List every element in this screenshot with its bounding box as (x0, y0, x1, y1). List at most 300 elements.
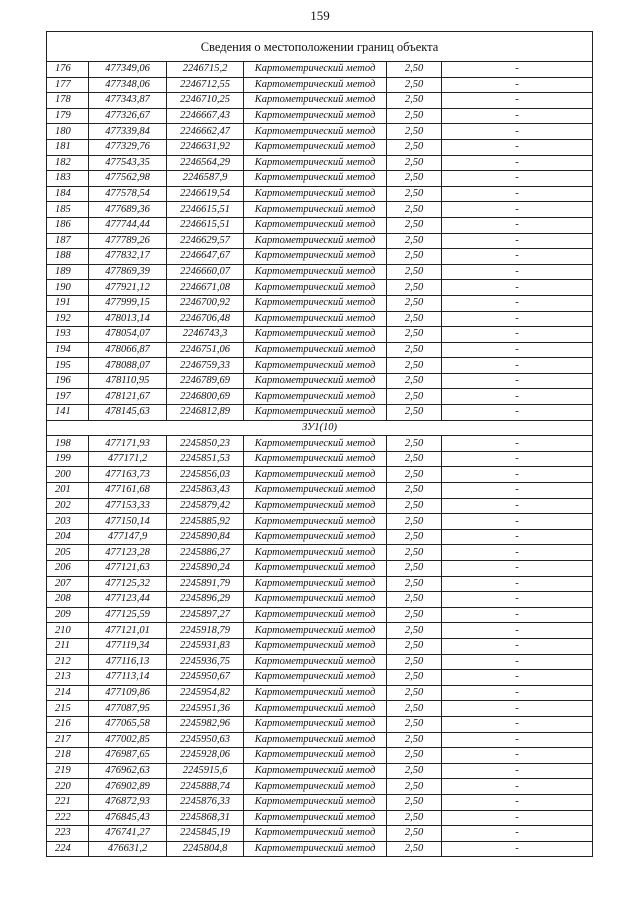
coord-x-cell: 478121,67 (89, 389, 167, 405)
dash-cell: - (442, 342, 593, 358)
method-cell: Картометрический метод (244, 748, 387, 764)
coord-y-cell: 2245896,29 (167, 592, 244, 608)
accuracy-cell: 2,50 (387, 93, 442, 109)
accuracy-cell: 2,50 (387, 483, 442, 499)
point-number-cell: 196 (47, 373, 89, 389)
dash-cell: - (442, 436, 593, 452)
dash-cell: - (442, 264, 593, 280)
method-cell: Картометрический метод (244, 389, 387, 405)
accuracy-cell: 2,50 (387, 217, 442, 233)
accuracy-cell: 2,50 (387, 716, 442, 732)
method-cell: Картометрический метод (244, 62, 387, 78)
dash-cell: - (442, 373, 593, 389)
coord-x-cell: 477349,06 (89, 62, 167, 78)
table-row (47, 373, 593, 389)
accuracy-cell: 2,50 (387, 389, 442, 405)
table-row (47, 217, 593, 233)
coord-y-cell: 2246710,25 (167, 93, 244, 109)
method-cell: Картометрический метод (244, 794, 387, 810)
table-row (47, 607, 593, 623)
coord-y-cell: 2246671,08 (167, 280, 244, 296)
method-cell: Картометрический метод (244, 249, 387, 265)
method-cell: Картометрический метод (244, 623, 387, 639)
table-row (47, 467, 593, 483)
point-number-cell: 188 (47, 249, 89, 265)
point-number-cell: 222 (47, 810, 89, 826)
method-cell: Картометрический метод (244, 202, 387, 218)
coord-x-cell: 477326,67 (89, 108, 167, 124)
method-cell: Картометрический метод (244, 342, 387, 358)
point-number-cell: 189 (47, 264, 89, 280)
accuracy-cell: 2,50 (387, 732, 442, 748)
dash-cell: - (442, 592, 593, 608)
dash-cell: - (442, 670, 593, 686)
dash-cell: - (442, 841, 593, 857)
point-number-cell: 185 (47, 202, 89, 218)
table-row (47, 342, 593, 358)
table-row (47, 451, 593, 467)
point-number-cell: 176 (47, 62, 89, 78)
point-number-cell: 200 (47, 467, 89, 483)
accuracy-cell: 2,50 (387, 514, 442, 530)
accuracy-cell: 2,50 (387, 139, 442, 155)
dash-cell: - (442, 327, 593, 343)
table-row (47, 654, 593, 670)
coord-x-cell: 477002,85 (89, 732, 167, 748)
point-number-cell: 190 (47, 280, 89, 296)
dash-cell: - (442, 62, 593, 78)
accuracy-cell: 2,50 (387, 436, 442, 452)
point-number-cell: 218 (47, 748, 89, 764)
point-number-cell: 211 (47, 638, 89, 654)
table-row (47, 592, 593, 608)
table-row (47, 670, 593, 686)
coord-y-cell: 2246629,57 (167, 233, 244, 249)
table-row (47, 483, 593, 499)
coord-x-cell: 477125,32 (89, 576, 167, 592)
coord-x-cell: 478066,87 (89, 342, 167, 358)
accuracy-cell: 2,50 (387, 748, 442, 764)
point-number-cell: 214 (47, 685, 89, 701)
boundary-coordinates-table (46, 31, 593, 857)
coord-x-cell: 477065,58 (89, 716, 167, 732)
table-row (47, 311, 593, 327)
point-number-cell: 197 (47, 389, 89, 405)
coord-y-cell: 2245886,27 (167, 545, 244, 561)
table-row (47, 436, 593, 452)
coord-y-cell: 2246700,92 (167, 295, 244, 311)
coord-x-cell: 478145,63 (89, 405, 167, 421)
accuracy-cell: 2,50 (387, 186, 442, 202)
coord-y-cell: 2245845,19 (167, 826, 244, 842)
coord-x-cell: 478013,14 (89, 311, 167, 327)
table-row (47, 623, 593, 639)
table-body (47, 32, 593, 857)
method-cell: Картометрический метод (244, 779, 387, 795)
coord-y-cell: 2245982,96 (167, 716, 244, 732)
table-row (47, 638, 593, 654)
point-number-cell: 141 (47, 405, 89, 421)
point-number-cell: 187 (47, 233, 89, 249)
dash-cell: - (442, 763, 593, 779)
accuracy-cell: 2,50 (387, 623, 442, 639)
accuracy-cell: 2,50 (387, 607, 442, 623)
point-number-cell: 217 (47, 732, 89, 748)
coord-y-cell: 2246743,3 (167, 327, 244, 343)
table-row (47, 389, 593, 405)
method-cell: Картометрический метод (244, 280, 387, 296)
dash-cell: - (442, 217, 593, 233)
accuracy-cell: 2,50 (387, 467, 442, 483)
table-row (47, 826, 593, 842)
coord-y-cell: 2246587,9 (167, 171, 244, 187)
table-row (47, 732, 593, 748)
coord-x-cell: 477348,06 (89, 77, 167, 93)
accuracy-cell: 2,50 (387, 295, 442, 311)
accuracy-cell: 2,50 (387, 155, 442, 171)
dash-cell: - (442, 779, 593, 795)
coord-x-cell: 477153,33 (89, 498, 167, 514)
dash-cell: - (442, 139, 593, 155)
method-cell: Картометрический метод (244, 373, 387, 389)
dash-cell: - (442, 576, 593, 592)
method-cell: Картометрический метод (244, 498, 387, 514)
table-row (47, 280, 593, 296)
dash-cell: - (442, 514, 593, 530)
coord-y-cell: 2245951,36 (167, 701, 244, 717)
coord-x-cell: 476845,43 (89, 810, 167, 826)
table-row (47, 716, 593, 732)
accuracy-cell: 2,50 (387, 62, 442, 78)
table-title: Сведения о местоположении границ объекта (47, 32, 593, 62)
accuracy-cell: 2,50 (387, 249, 442, 265)
accuracy-cell: 2,50 (387, 592, 442, 608)
table-row (47, 327, 593, 343)
accuracy-cell: 2,50 (387, 779, 442, 795)
dash-cell: - (442, 171, 593, 187)
dash-cell: - (442, 483, 593, 499)
accuracy-cell: 2,50 (387, 108, 442, 124)
method-cell: Картометрический метод (244, 311, 387, 327)
point-number-cell: 198 (47, 436, 89, 452)
coord-x-cell: 477329,76 (89, 139, 167, 155)
table-row (47, 202, 593, 218)
accuracy-cell: 2,50 (387, 451, 442, 467)
method-cell: Картометрический метод (244, 451, 387, 467)
dash-cell: - (442, 202, 593, 218)
coord-y-cell: 2245936,75 (167, 654, 244, 670)
method-cell: Картометрический метод (244, 810, 387, 826)
coord-y-cell: 2245918,79 (167, 623, 244, 639)
method-cell: Картометрический метод (244, 155, 387, 171)
method-cell: Картометрический метод (244, 716, 387, 732)
coord-y-cell: 2245876,33 (167, 794, 244, 810)
point-number-cell: 204 (47, 529, 89, 545)
accuracy-cell: 2,50 (387, 171, 442, 187)
method-cell: Картометрический метод (244, 561, 387, 577)
coord-y-cell: 2246631,92 (167, 139, 244, 155)
point-number-cell: 224 (47, 841, 89, 857)
point-number-cell: 181 (47, 139, 89, 155)
coord-x-cell: 477543,35 (89, 155, 167, 171)
table-row (47, 186, 593, 202)
coord-x-cell: 476962,63 (89, 763, 167, 779)
method-cell: Картометрический метод (244, 186, 387, 202)
accuracy-cell: 2,50 (387, 358, 442, 374)
dash-cell: - (442, 451, 593, 467)
coord-y-cell: 2245931,83 (167, 638, 244, 654)
table-row (47, 77, 593, 93)
table-title-row (47, 32, 593, 62)
point-number-cell: 193 (47, 327, 89, 343)
dash-cell: - (442, 389, 593, 405)
coord-x-cell: 477161,68 (89, 483, 167, 499)
method-cell: Картометрический метод (244, 436, 387, 452)
method-cell: Картометрический метод (244, 670, 387, 686)
method-cell: Картометрический метод (244, 592, 387, 608)
coord-y-cell: 2245851,53 (167, 451, 244, 467)
section-row (47, 420, 593, 436)
accuracy-cell: 2,50 (387, 498, 442, 514)
point-number-cell: 212 (47, 654, 89, 670)
table-row (47, 779, 593, 795)
table-row (47, 62, 593, 78)
coord-y-cell: 2245897,27 (167, 607, 244, 623)
point-number-cell: 209 (47, 607, 89, 623)
coord-x-cell: 477744,44 (89, 217, 167, 233)
coord-y-cell: 2246619,54 (167, 186, 244, 202)
dash-cell: - (442, 358, 593, 374)
point-number-cell: 203 (47, 514, 89, 530)
coord-x-cell: 476741,27 (89, 826, 167, 842)
coord-x-cell: 477921,12 (89, 280, 167, 296)
table-row (47, 93, 593, 109)
coord-y-cell: 2246800,69 (167, 389, 244, 405)
method-cell: Картометрический метод (244, 514, 387, 530)
coord-y-cell: 2245856,03 (167, 467, 244, 483)
coord-y-cell: 2246667,43 (167, 108, 244, 124)
point-number-cell: 207 (47, 576, 89, 592)
dash-cell: - (442, 467, 593, 483)
point-number-cell: 206 (47, 561, 89, 577)
table-row (47, 124, 593, 140)
method-cell: Картометрический метод (244, 124, 387, 140)
coord-x-cell: 477832,17 (89, 249, 167, 265)
dash-cell: - (442, 638, 593, 654)
coord-y-cell: 2246715,2 (167, 62, 244, 78)
point-number-cell: 186 (47, 217, 89, 233)
coord-x-cell: 477562,98 (89, 171, 167, 187)
dash-cell: - (442, 311, 593, 327)
accuracy-cell: 2,50 (387, 280, 442, 296)
dash-cell: - (442, 93, 593, 109)
method-cell: Картометрический метод (244, 405, 387, 421)
point-number-cell: 205 (47, 545, 89, 561)
method-cell: Картометрический метод (244, 654, 387, 670)
accuracy-cell: 2,50 (387, 264, 442, 280)
dash-cell: - (442, 405, 593, 421)
dash-cell: - (442, 685, 593, 701)
coord-x-cell: 477171,93 (89, 436, 167, 452)
point-number-cell: 192 (47, 311, 89, 327)
coord-y-cell: 2246706,48 (167, 311, 244, 327)
accuracy-cell: 2,50 (387, 638, 442, 654)
point-number-cell: 194 (47, 342, 89, 358)
table-row (47, 841, 593, 857)
coord-x-cell: 477109,86 (89, 685, 167, 701)
table-row (47, 108, 593, 124)
method-cell: Картометрический метод (244, 545, 387, 561)
table-row (47, 561, 593, 577)
page-number: 159 (310, 8, 330, 23)
coord-y-cell: 2246660,07 (167, 264, 244, 280)
accuracy-cell: 2,50 (387, 810, 442, 826)
method-cell: Картометрический метод (244, 701, 387, 717)
dash-cell: - (442, 280, 593, 296)
accuracy-cell: 2,50 (387, 233, 442, 249)
coord-y-cell: 2246615,51 (167, 202, 244, 218)
coord-x-cell: 477150,14 (89, 514, 167, 530)
accuracy-cell: 2,50 (387, 576, 442, 592)
coord-y-cell: 2245891,79 (167, 576, 244, 592)
table-row (47, 794, 593, 810)
point-number-cell: 195 (47, 358, 89, 374)
dash-cell: - (442, 810, 593, 826)
coord-y-cell: 2245954,82 (167, 685, 244, 701)
coord-y-cell: 2245863,43 (167, 483, 244, 499)
table-row (47, 810, 593, 826)
point-number-cell: 184 (47, 186, 89, 202)
coord-x-cell: 477125,59 (89, 607, 167, 623)
point-number-cell: 199 (47, 451, 89, 467)
coord-x-cell: 477121,63 (89, 561, 167, 577)
method-cell: Картометрический метод (244, 233, 387, 249)
method-cell: Картометрический метод (244, 467, 387, 483)
table-row (47, 358, 593, 374)
method-cell: Картометрический метод (244, 139, 387, 155)
coord-y-cell: 2245890,24 (167, 561, 244, 577)
coord-y-cell: 2245928,06 (167, 748, 244, 764)
table-row (47, 685, 593, 701)
point-number-cell: 182 (47, 155, 89, 171)
table-row (47, 249, 593, 265)
coord-y-cell: 2245950,63 (167, 732, 244, 748)
method-cell: Картометрический метод (244, 576, 387, 592)
table-row (47, 171, 593, 187)
dash-cell: - (442, 108, 593, 124)
method-cell: Картометрический метод (244, 171, 387, 187)
accuracy-cell: 2,50 (387, 124, 442, 140)
table-row (47, 155, 593, 171)
table-row (47, 295, 593, 311)
accuracy-cell: 2,50 (387, 342, 442, 358)
coord-y-cell: 2245804,8 (167, 841, 244, 857)
coord-y-cell: 2245885,92 (167, 514, 244, 530)
accuracy-cell: 2,50 (387, 327, 442, 343)
accuracy-cell: 2,50 (387, 654, 442, 670)
coord-x-cell: 477119,34 (89, 638, 167, 654)
coord-y-cell: 2246647,67 (167, 249, 244, 265)
method-cell: Картометрический метод (244, 77, 387, 93)
table-row (47, 576, 593, 592)
dash-cell: - (442, 654, 593, 670)
dash-cell: - (442, 498, 593, 514)
table-row (47, 748, 593, 764)
table-row (47, 545, 593, 561)
coord-x-cell: 477339,84 (89, 124, 167, 140)
dash-cell: - (442, 186, 593, 202)
coord-x-cell: 477343,87 (89, 93, 167, 109)
method-cell: Картометрический метод (244, 529, 387, 545)
coord-x-cell: 477121,01 (89, 623, 167, 639)
coord-y-cell: 2245868,31 (167, 810, 244, 826)
point-number-cell: 191 (47, 295, 89, 311)
coord-x-cell: 477578,54 (89, 186, 167, 202)
point-number-cell: 179 (47, 108, 89, 124)
accuracy-cell: 2,50 (387, 202, 442, 218)
coord-y-cell: 2246615,51 (167, 217, 244, 233)
coord-x-cell: 477999,15 (89, 295, 167, 311)
dash-cell: - (442, 295, 593, 311)
dash-cell: - (442, 732, 593, 748)
accuracy-cell: 2,50 (387, 685, 442, 701)
coord-x-cell: 476631,2 (89, 841, 167, 857)
method-cell: Картометрический метод (244, 93, 387, 109)
dash-cell: - (442, 545, 593, 561)
coord-x-cell: 478054,07 (89, 327, 167, 343)
method-cell: Картометрический метод (244, 732, 387, 748)
table-row (47, 514, 593, 530)
method-cell: Картометрический метод (244, 607, 387, 623)
coord-y-cell: 2245888,74 (167, 779, 244, 795)
method-cell: Картометрический метод (244, 638, 387, 654)
coord-y-cell: 2245890,84 (167, 529, 244, 545)
table-row (47, 498, 593, 514)
method-cell: Картометрический метод (244, 108, 387, 124)
point-number-cell: 210 (47, 623, 89, 639)
table-row (47, 139, 593, 155)
point-number-cell: 221 (47, 794, 89, 810)
accuracy-cell: 2,50 (387, 545, 442, 561)
accuracy-cell: 2,50 (387, 529, 442, 545)
coord-y-cell: 2246662,47 (167, 124, 244, 140)
coord-x-cell: 477689,36 (89, 202, 167, 218)
coord-y-cell: 2246759,33 (167, 358, 244, 374)
dash-cell: - (442, 716, 593, 732)
accuracy-cell: 2,50 (387, 763, 442, 779)
coord-y-cell: 2245850,23 (167, 436, 244, 452)
dash-cell: - (442, 794, 593, 810)
table-row (47, 405, 593, 421)
coord-x-cell: 477171,2 (89, 451, 167, 467)
table-row (47, 763, 593, 779)
point-number-cell: 180 (47, 124, 89, 140)
method-cell: Картометрический метод (244, 826, 387, 842)
accuracy-cell: 2,50 (387, 701, 442, 717)
dash-cell: - (442, 701, 593, 717)
dash-cell: - (442, 623, 593, 639)
point-number-cell: 213 (47, 670, 89, 686)
dash-cell: - (442, 233, 593, 249)
coord-y-cell: 2245950,67 (167, 670, 244, 686)
coord-x-cell: 477147,9 (89, 529, 167, 545)
dash-cell: - (442, 748, 593, 764)
accuracy-cell: 2,50 (387, 405, 442, 421)
coord-y-cell: 2245915,6 (167, 763, 244, 779)
coord-x-cell: 476902,89 (89, 779, 167, 795)
method-cell: Картометрический метод (244, 358, 387, 374)
accuracy-cell: 2,50 (387, 670, 442, 686)
